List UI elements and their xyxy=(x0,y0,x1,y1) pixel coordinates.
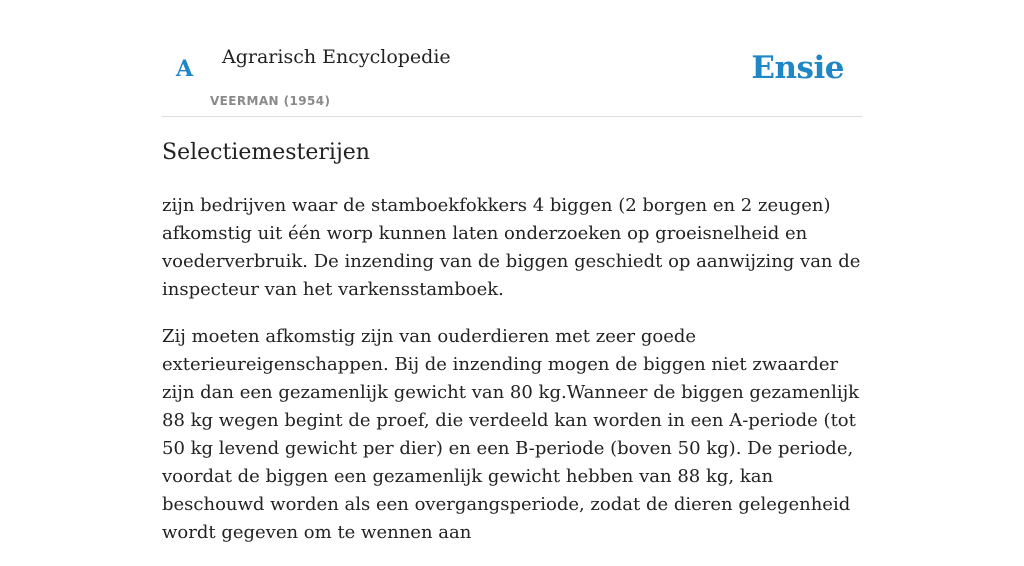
entry-title: Selectiemesterijen xyxy=(162,140,370,165)
ensie-logo[interactable]: Ensie xyxy=(751,50,844,86)
encyclopedia-title[interactable]: Agrarisch Encyclopedie xyxy=(222,46,451,68)
encyclopedia-letter-icon: A xyxy=(176,56,194,82)
encyclopedia-header xyxy=(162,0,862,117)
entry-paragraph: Zij moeten afkomstig zijn van ouderdieren met zeer goede exterieureigenschappen. Bij de inzending mogen de biggen niet zwaarder zijn dan een gezamenlijk gewicht van 80 kg.Wanneer de biggen gezamenlijk 88 kg wegen begint de proef, die verdeeld kan worden in een A-periode (tot 50 kg levend gewicht per dier) en een B-periode (boven 50 kg). De periode, voordat de biggen een gezamenlijk gewicht hebben van 88 kg, kan beschouwd worden als een overgangsperiode, zodat de dieren gelegenheid wordt gegeven om te wennen aan xyxy=(162,326,860,543)
encyclopedia-source: VEERMAN (1954) xyxy=(210,94,331,108)
entry-body xyxy=(162,192,862,566)
entry-paragraph: zijn bedrijven waar de stamboekfokkers 4 biggen (2 borgen en 2 zeugen) afkomstig uit één worp kunnen laten onderzoeken op groeisnelheid en voederverbruik. De inzending van de biggen geschiedt op aanwijzing van de inspecteur van het varkensstamboek. xyxy=(162,195,861,300)
